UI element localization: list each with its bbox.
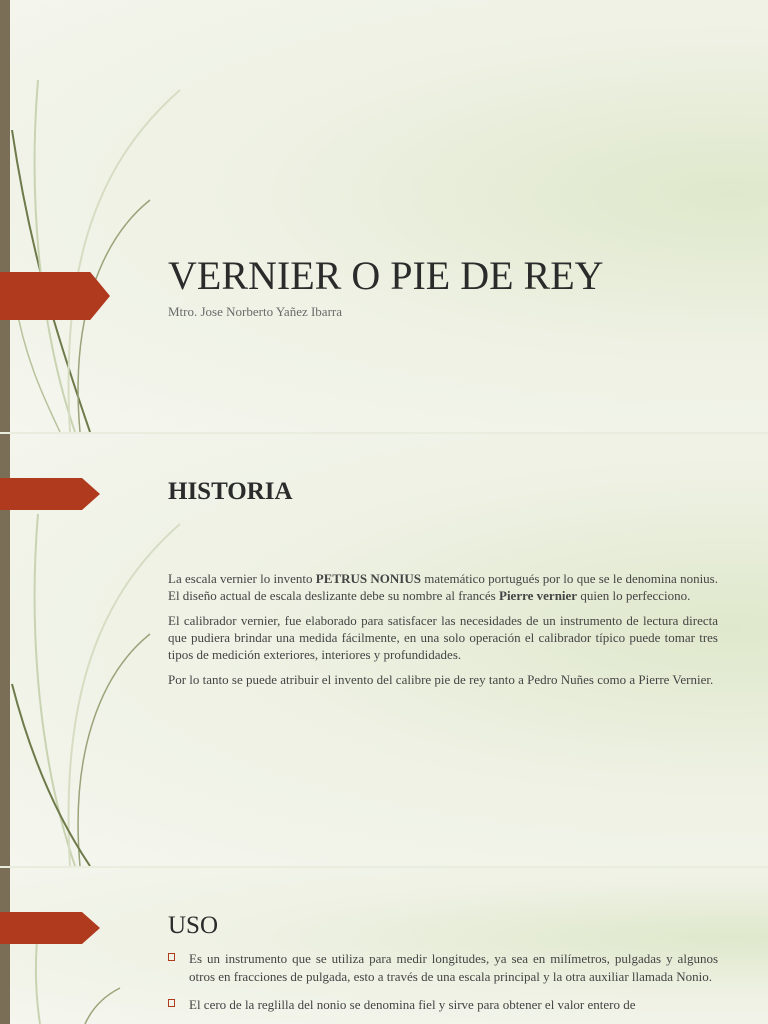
historia-paragraph-3: Por lo tanto se puede atribuir el invento del calibre pie de rey tanto a Pedro Nuñes como a Pierre Vernier. — [168, 672, 714, 687]
accent-arrow — [0, 272, 110, 320]
presentation-title: VERNIER O PIE DE REY — [168, 253, 604, 298]
text-run: quien lo perfecciono. — [577, 588, 691, 603]
bullet-text: El cero de la reglilla del nonio se denomina fiel y sirve para obtener el valor entero de — [189, 997, 636, 1012]
section-heading-historia: HISTORIA — [168, 478, 293, 505]
list-item — [168, 996, 718, 1014]
inventor-name: PETRUS NONIUS — [315, 571, 421, 586]
text-run: matemático portugués por lo que se le denomina nonius. El diseño actual de escala deslizante debe su nombre al francés — [168, 571, 718, 603]
list-item — [168, 950, 718, 986]
slide-uso — [0, 868, 768, 1024]
decorative-curves — [0, 0, 220, 432]
perfector-name: Pierre vernier — [499, 588, 578, 603]
bullet-text: Es un instrumento que se utiliza para medir longitudes, ya sea en milímetros, pulgadas y algunos otros en fracciones de pulgada, esto a través de una escala principal y la otra auxiliar llamada Nonio. — [189, 951, 718, 984]
section-heading-uso: USO — [168, 912, 219, 939]
text-run: La escala vernier lo invento — [168, 571, 316, 586]
presentation-subtitle: Mtro. Jose Norberto Yañez Ibarra — [168, 304, 343, 319]
bullet-marker-icon — [168, 953, 175, 961]
accent-arrow — [0, 912, 100, 944]
accent-arrow — [0, 478, 100, 510]
historia-paragraph-1 — [168, 570, 718, 604]
slide-title — [0, 0, 768, 432]
bullet-marker-icon — [168, 999, 175, 1007]
slide-historia — [0, 434, 768, 866]
historia-paragraph-2: El calibrador vernier, fue elaborado para satisfacer las necesidades de un instrumento de lectura directa que pudiera brindar una medida fácilmente, en una solo operación el calibrador típico puede tomar tres tipos de medición exteriores, interiores y profundidades. — [168, 613, 718, 662]
historia-body — [168, 570, 718, 696]
uso-bullet-list — [168, 950, 718, 1024]
